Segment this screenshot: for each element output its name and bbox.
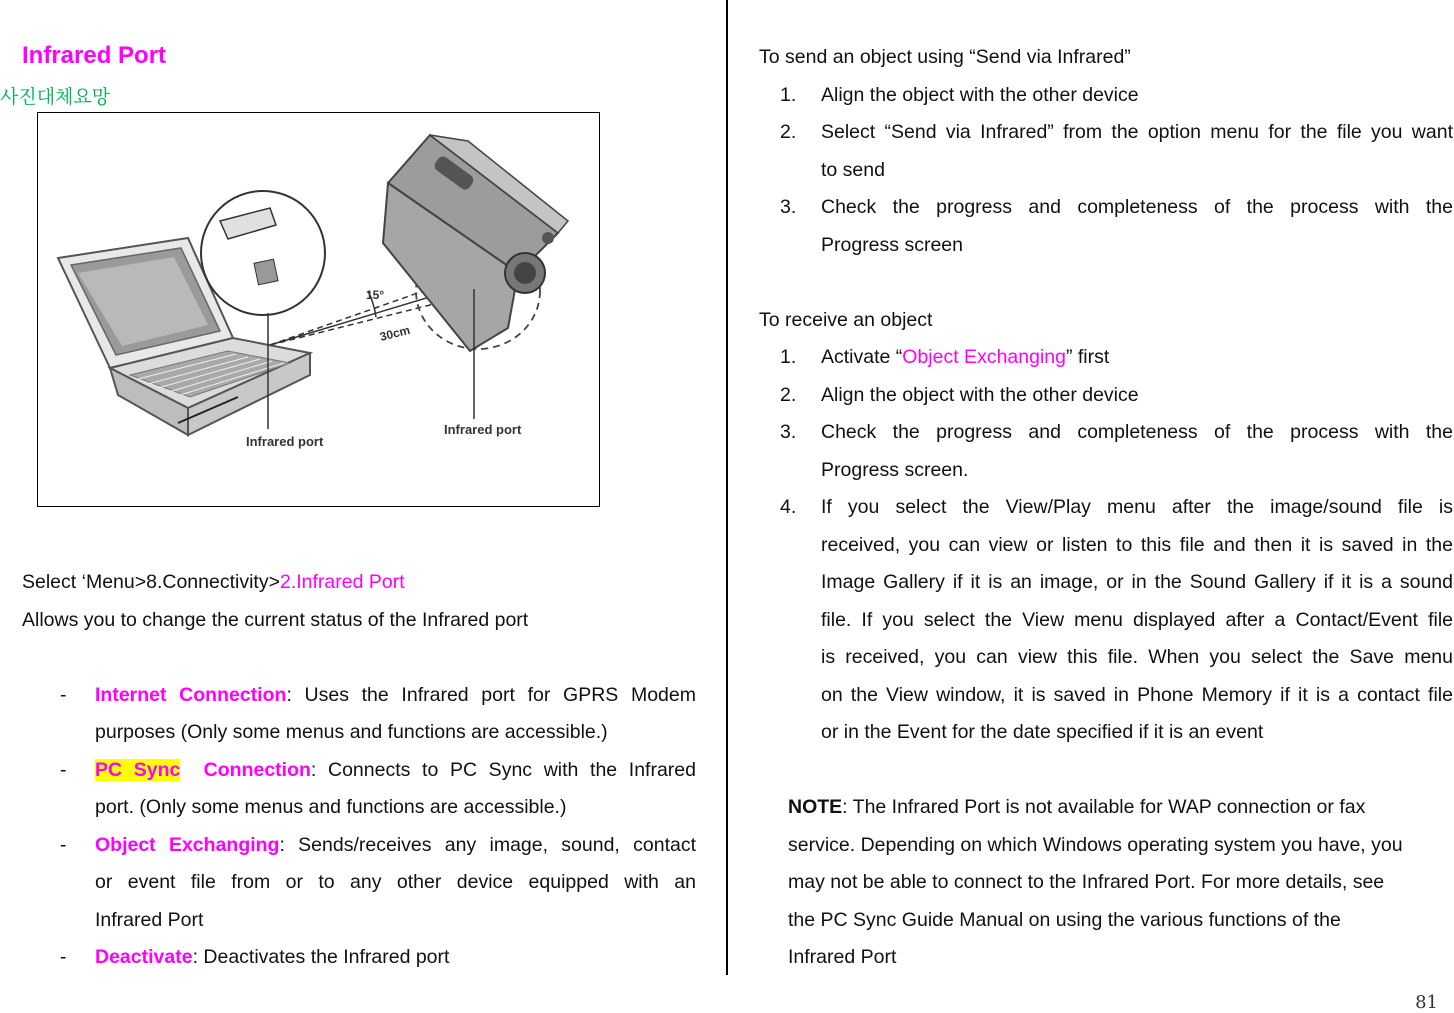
note-line3: may not be able to connect to the Infrared Port. For more details, see <box>788 871 1385 893</box>
note-line2: service. Depending on which Windows operating system you have, you <box>788 834 1403 856</box>
step-number: 1. <box>780 346 797 368</box>
bullet-internet-line2: purposes (Only some menus and functions are accessible.) <box>95 721 608 743</box>
menu-path-link: 2.Infrared Port <box>279 571 405 593</box>
bullet-dash: - <box>60 946 67 968</box>
column-divider <box>726 0 728 975</box>
receive-step-4-line5: is received, you can view this file. When you select the Save menu <box>821 646 1453 668</box>
infrared-port-figure <box>37 112 600 507</box>
receive-step-3-line2: Progress screen. <box>821 459 969 481</box>
page-title: Infrared Port <box>22 42 167 69</box>
bullet-dash: - <box>60 684 67 706</box>
send-step-1: Align the object with the other device <box>821 84 1139 106</box>
receive-heading: To receive an object <box>759 309 933 331</box>
bullet-internet-line1: Internet Connection: Uses the Infrared port for GPRS Modem <box>95 684 696 706</box>
page-number: 81 <box>1415 992 1438 1013</box>
send-step-2-line1: Select “Send via Infrared” from the option menu for the file you want <box>821 121 1453 143</box>
note-line4: the PC Sync Guide Manual on using the various functions of the <box>788 909 1341 931</box>
bullet-pcsync-line2: port. (Only some menus and functions are accessible.) <box>95 796 567 818</box>
receive-step-1: Activate “Object Exchanging” first <box>821 346 1110 368</box>
phone-port-label: Infrared port <box>444 422 522 437</box>
step-number: 2. <box>780 121 797 143</box>
receive-step-2: Align the object with the other device <box>821 384 1139 406</box>
note-line1: NOTE: The Infrared Port is not available for WAP connection or fax <box>788 796 1366 818</box>
bullet-pcsync-term-highlight: PC Sync <box>95 759 181 781</box>
send-step-3-line2: Progress screen <box>821 234 963 256</box>
receive-step-3-line1: Check the progress and completeness of the process with the <box>821 421 1453 443</box>
laptop-port-label: Infrared port <box>246 434 324 449</box>
receive-step-4-line1: If you select the View/Play menu after the image/sound file is <box>821 496 1453 518</box>
note-line5: Infrared Port <box>788 946 897 968</box>
step-number: 2. <box>780 384 797 406</box>
bullet-deactivate-line1: Deactivate: Deactivates the Infrared port <box>95 946 450 968</box>
bullet-pcsync-line1: PC Sync Connection: Connects to PC Sync with the Infrared <box>95 759 696 781</box>
phone-icon <box>383 135 568 419</box>
bullet-internet-term: Internet Connection <box>95 684 287 706</box>
receive-step-4-line6: on the View window, it is saved in Phone Memory if it is a contact file <box>821 684 1453 706</box>
send-step-2-line2: to send <box>821 159 885 181</box>
send-heading: To send an object using “Send via Infrared” <box>759 46 1131 68</box>
step-number: 3. <box>780 421 797 443</box>
bullet-dash: - <box>60 834 67 856</box>
menu-path <box>22 571 405 594</box>
receive-step-4-line7: or in the Event for the date specified if it is an event <box>821 721 1264 743</box>
bullet-object-line3: Infrared Port <box>95 909 204 931</box>
bullet-dash: - <box>60 759 67 781</box>
description: Allows you to change the current status of the Infrared port <box>22 609 529 631</box>
step-number: 3. <box>780 196 797 218</box>
bullet-object-line2: or event file from or to any other device equipped with an <box>95 871 696 893</box>
receive-step-4-line2: received, you can view or listen to this file and then it is saved in the <box>821 534 1453 556</box>
bullet-pcsync-term: Connection <box>203 759 311 781</box>
replace-photo-note: 사진대체요망 <box>0 86 111 108</box>
menu-path-prefix: Select ‘Menu>8.Connectivity> <box>22 571 280 593</box>
note-label: NOTE <box>788 796 843 818</box>
bullet-object-term: Object Exchanging <box>95 834 280 856</box>
distance-label: 30cm <box>378 322 412 344</box>
step-number: 4. <box>780 496 797 518</box>
laptop-phone-illustration <box>38 113 599 506</box>
angle-label: 15° <box>366 288 385 302</box>
object-exchanging-link: Object Exchanging <box>902 346 1066 368</box>
receive-step-4-line4: file. If you select the View menu displayed after a Contact/Event file <box>821 609 1453 631</box>
send-step-3-line1: Check the progress and completeness of the process with the <box>821 196 1453 218</box>
bullet-object-line1: Object Exchanging: Sends/receives any image, sound, contact <box>95 834 696 856</box>
bullet-deactivate-term: Deactivate <box>95 946 193 968</box>
step-number: 1. <box>780 84 797 106</box>
receive-step-4-line3: Image Gallery if it is an image, or in the Sound Gallery if it is a sound <box>821 571 1453 593</box>
